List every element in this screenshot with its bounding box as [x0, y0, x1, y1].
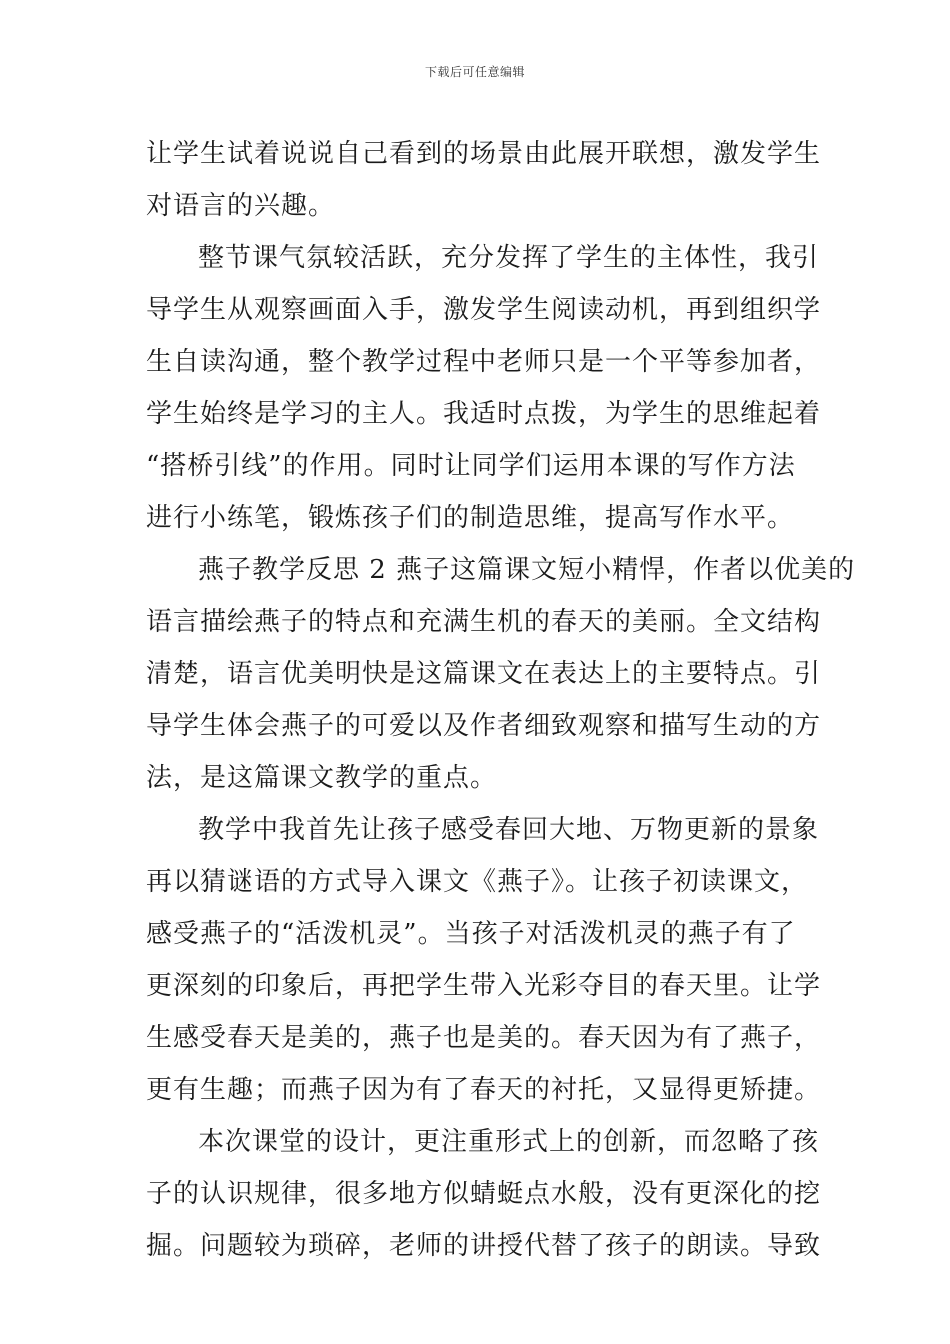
- text-line: 对语言的兴趣。: [146, 191, 336, 221]
- text-line: 子的认识规律，很多地方似蜻蜓点水般，没有更深化的挖: [146, 1179, 822, 1209]
- body-text: [146, 128, 856, 1272]
- text-line: 更有生趣；而燕子因为有了春天的衬托，又显得更矫捷。: [146, 1075, 822, 1105]
- text-line: 本次课堂的设计，更注重形式上的创新，而忽略了孩: [198, 1127, 820, 1157]
- text-line: 教学中我首先让孩子感受春回大地、万物更新的景象: [198, 815, 820, 845]
- text-line: 导学生体会燕子的可爱以及作者细致观察和描写生动的方: [146, 711, 822, 741]
- text-line: 更深刻的印象后，再把学生带入光彩夺目的春天里。让学: [146, 971, 822, 1001]
- text-line: 清楚，语言优美明快是这篇课文在表达上的主要特点。引: [146, 659, 822, 689]
- text-line: 感受燕子的“活泼机灵”。当孩子对活泼机灵的燕子有了: [146, 919, 796, 949]
- text-line: 学生始终是学习的主人。我适时点拨，为学生的思维起着: [146, 399, 822, 429]
- text-line: 再以猜谜语的方式导入课文《燕子》。让孩子初读课文，: [146, 867, 809, 897]
- text-line: 进行小练笔，锻炼孩子们的制造思维，提高写作水平。: [146, 503, 795, 533]
- text-line: 掘。问题较为琐碎，老师的讲授代替了孩子的朗读。导致: [146, 1231, 822, 1261]
- text-line: 法，是这篇课文教学的重点。: [146, 763, 498, 793]
- text-line: 燕子教学反思 2 燕子这篇课文短小精悍，作者以优美的: [198, 555, 856, 585]
- page-header-note: 下载后可任意编辑: [424, 65, 525, 79]
- text-line: 导学生从观察画面入手，激发学生阅读动机，再到组织学: [146, 295, 822, 325]
- text-line: 生感受春天是美的，燕子也是美的。春天因为有了燕子，: [146, 1023, 822, 1053]
- text-line: 语言描绘燕子的特点和充满生机的春天的美丽。全文结构: [146, 607, 822, 637]
- text-line: 生自读沟通，整个教学过程中老师只是一个平等参加者，: [146, 347, 822, 377]
- text-line: 整节课气氛较活跃，充分发挥了学生的主体性，我引: [198, 243, 820, 273]
- text-line: “搭桥引线”的作用。同时让同学们运用本课的写作方法: [146, 451, 796, 481]
- text-line: 让学生试着说说自己看到的场景由此展开联想，激发学生: [146, 139, 822, 169]
